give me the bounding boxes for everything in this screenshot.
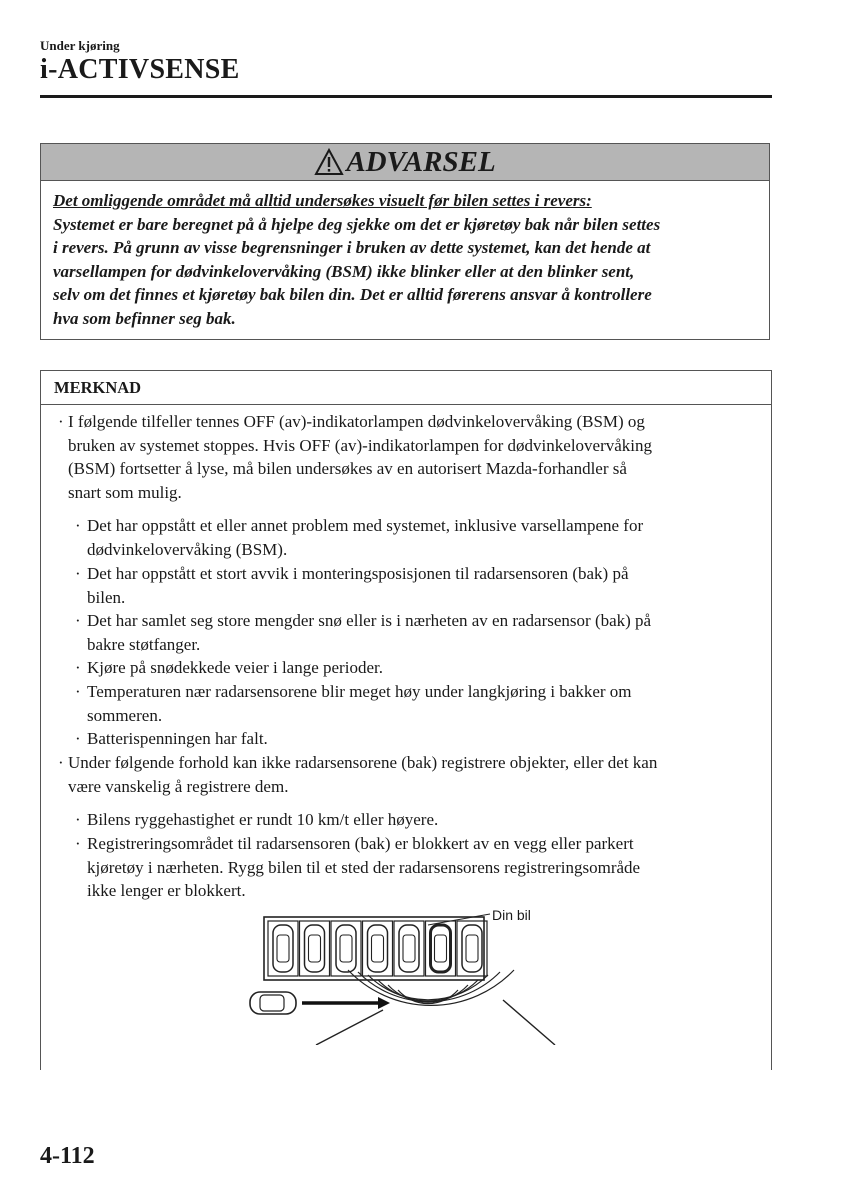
blocked-line bbox=[503, 1000, 555, 1045]
warning-line: hva som befinner seg bak. bbox=[53, 308, 236, 328]
page-number: 4-112 bbox=[40, 1143, 95, 1169]
list-item-line: (BSM) fortsetter å lyse, må bilen undersøkes av en autorisert Mazda-forhandler så bbox=[68, 459, 627, 478]
section-label: Under kjøring bbox=[40, 38, 120, 53]
list-item-line: Batterispenningen har falt. bbox=[87, 729, 268, 748]
list-item bbox=[87, 514, 757, 561]
list-item-line: Bilens ryggehastighet er rundt 10 km/t eller høyere. bbox=[87, 810, 439, 829]
list-item-line: bruken av systemet stoppes. Hvis OFF (av)-indikatorlampen for dødvinkelovervåking bbox=[68, 435, 653, 455]
list-item-line: Det har oppstått et stort avvik i monteringsposisjonen til radarsensoren (bak) på bbox=[87, 564, 629, 583]
list-item-line: være vanskelig å registrere dem. bbox=[68, 776, 289, 796]
bullet-dot: · bbox=[58, 412, 64, 431]
parked-car bbox=[462, 925, 482, 972]
list-item-line: Det har oppstått et eller annet problem med systemet, inklusive varsellampene for bbox=[87, 516, 644, 535]
parked-car bbox=[399, 925, 419, 972]
list-item-line: snart som mulig. bbox=[68, 482, 182, 502]
warning-box bbox=[40, 143, 770, 340]
diagram-label: Din bil bbox=[492, 907, 531, 923]
radar-arcs bbox=[348, 970, 514, 1005]
list-item-line: I følgende tilfeller tennes OFF (av)-indikatorlampen dødvinkelovervåking (BSM) og bbox=[68, 412, 645, 431]
warning-header bbox=[41, 144, 769, 181]
blocked-line bbox=[316, 1010, 383, 1045]
own-car bbox=[431, 925, 451, 972]
warning-line: varsellampen for dødvinkelovervåking (BSM) ikke blinker eller at den blinker sent, bbox=[53, 261, 635, 281]
list-item-line: bilen. bbox=[87, 587, 126, 607]
warning-first-line: Det omliggende området må alltid undersøkes visuelt før bilen settes i revers: bbox=[53, 191, 592, 210]
parked-car bbox=[273, 925, 293, 972]
bullet-dot: · bbox=[75, 729, 81, 748]
list-item bbox=[87, 609, 757, 656]
warning-triangle-icon bbox=[314, 148, 344, 176]
list-item bbox=[87, 808, 757, 832]
warning-heading: ADVARSEL bbox=[346, 145, 496, 178]
warning-body bbox=[41, 181, 769, 330]
list-item-line: Under følgende forhold kan ikke radarsensorene (bak) registrere objekter, eller det kan bbox=[68, 753, 658, 772]
list-item-line: Kjøre på snødekkede veier i lange perioder. bbox=[87, 658, 383, 677]
list-item bbox=[87, 727, 757, 751]
list-item bbox=[68, 410, 763, 504]
list-item bbox=[87, 832, 757, 903]
bullet-dot: · bbox=[58, 753, 64, 772]
approaching-car bbox=[250, 992, 296, 1014]
parked-car bbox=[368, 925, 388, 972]
list-item bbox=[87, 656, 757, 680]
label-leader-line bbox=[428, 914, 490, 925]
list-item-line: Registreringsområdet til radarsensoren (bak) er blokkert av en vegg eller parkert bbox=[87, 834, 634, 853]
bullet-dot: · bbox=[75, 682, 81, 701]
warning-line: i revers. På grunn av visse begrensninger i bruken av dette systemet, kan det hende at bbox=[53, 238, 651, 257]
bullet-dot: · bbox=[75, 564, 81, 583]
list-item-line: sommeren. bbox=[87, 705, 163, 725]
warning-line: selv om det finnes et kjøretøy bak bilen din. Det er alltid førerens ansvar å kontrollere bbox=[53, 285, 652, 304]
bullet-dot: · bbox=[75, 834, 81, 853]
parked-car bbox=[305, 925, 325, 972]
bullet-dot: · bbox=[75, 516, 81, 535]
list-item-line: dødvinkelovervåking (BSM). bbox=[87, 539, 288, 559]
list-item-line: Det har samlet seg store mengder snø eller is i nærheten av en radarsensor (bak) på bbox=[87, 611, 652, 630]
approach-arrow-head bbox=[378, 997, 390, 1009]
page-title: i-ACTIVSENSE bbox=[40, 54, 240, 85]
note-heading: MERKNAD bbox=[41, 371, 771, 405]
parking-diagram bbox=[238, 900, 558, 1045]
list-item-line: ikke lenger er blokkert. bbox=[87, 881, 246, 900]
warning-line: Systemet er bare beregnet på å hjelpe deg sjekke om det er kjøretøy bak når bilen settes bbox=[53, 214, 661, 234]
bullet-dot: · bbox=[75, 810, 81, 829]
list-item bbox=[87, 562, 757, 609]
parked-car bbox=[336, 925, 356, 972]
list-item bbox=[87, 680, 757, 727]
list-item-line: Temperaturen nær radarsensorene blir meget høy under langkjøring i bakker om bbox=[87, 682, 632, 701]
list-item-line: kjøretøy i nærheten. Rygg bilen til et sted der radarsensorens registreringsområde bbox=[87, 857, 641, 877]
bullet-dot: · bbox=[75, 658, 81, 677]
bullet-dot: · bbox=[75, 611, 81, 630]
list-item bbox=[68, 751, 763, 798]
title-rule bbox=[40, 95, 772, 98]
list-item-line: bakre støtfanger. bbox=[87, 634, 201, 654]
